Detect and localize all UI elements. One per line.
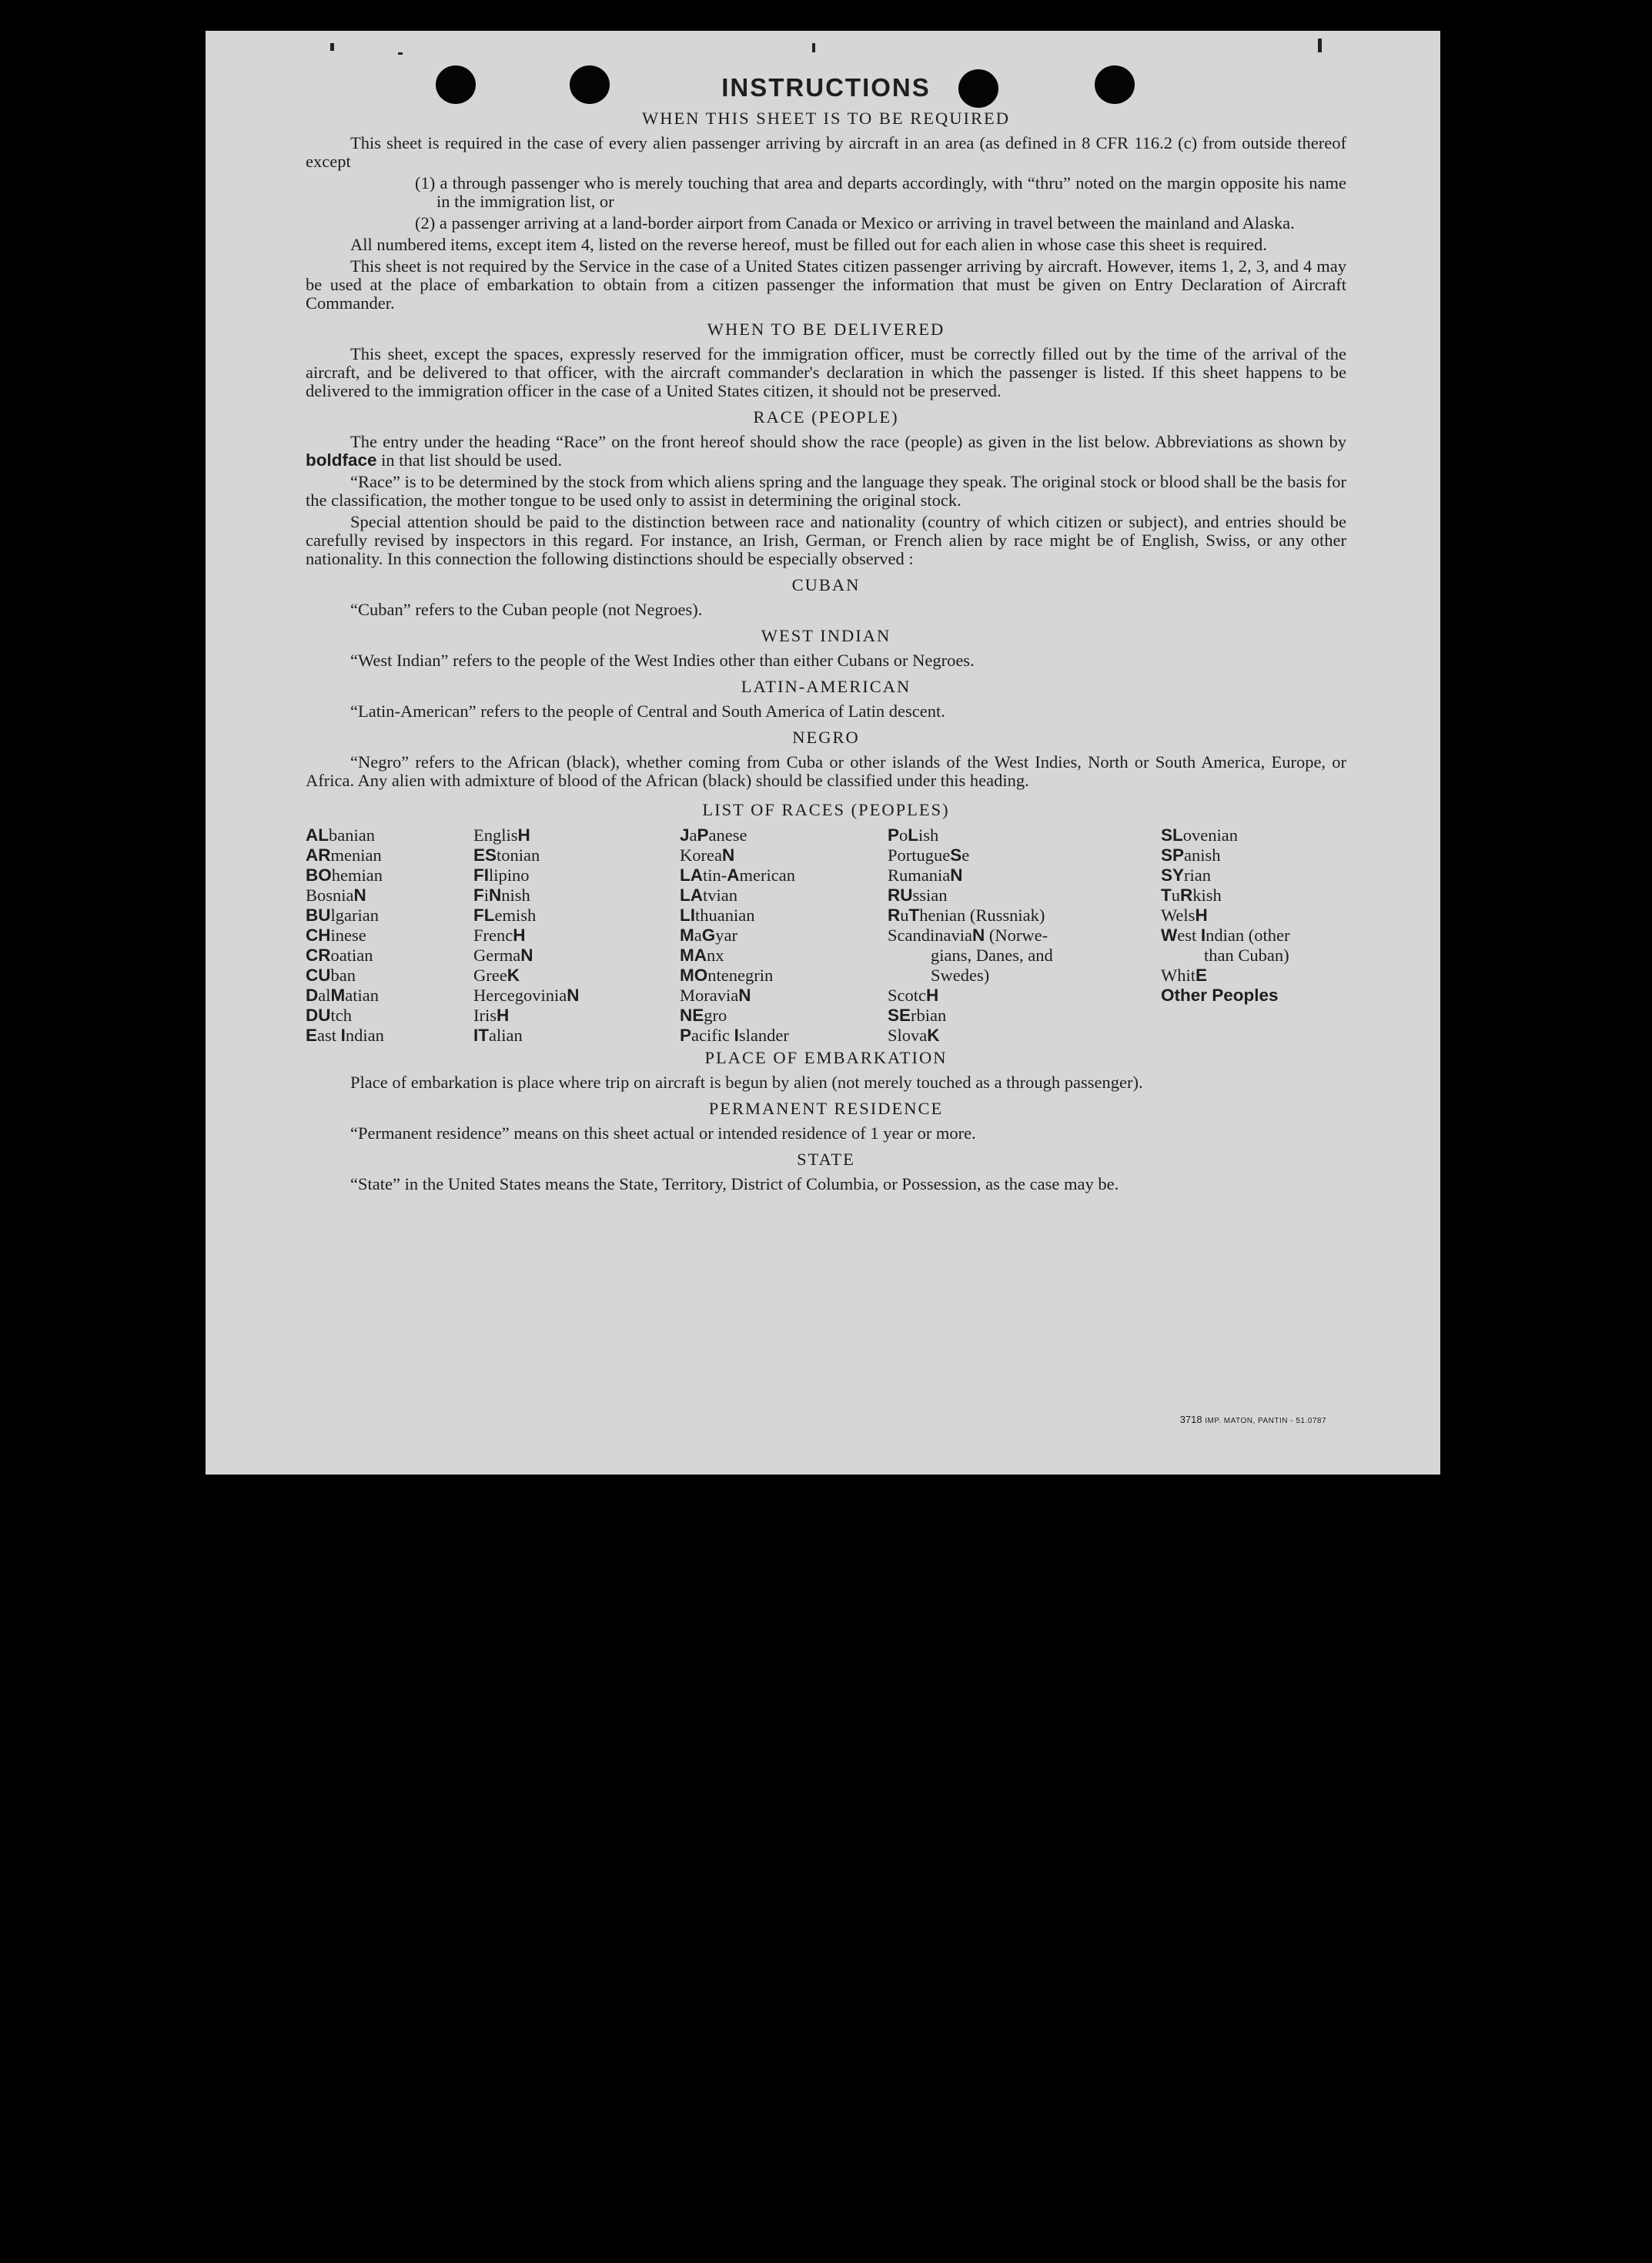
race-entry — [1161, 926, 1289, 946]
race-text: than Cuban) — [1204, 946, 1289, 965]
race-entry — [888, 986, 1053, 1006]
race-list — [306, 825, 1346, 1045]
section-heading: PLACE OF EMBARKATION — [704, 1048, 948, 1067]
race-abbrev: LI — [680, 906, 695, 925]
race-abbrev: I — [1200, 926, 1206, 945]
race-text: lipino — [489, 865, 530, 885]
paragraph — [306, 433, 1346, 470]
race-text: Rumania — [888, 865, 951, 885]
race-text: slander — [738, 1026, 789, 1045]
race-abbrev: H — [1195, 906, 1208, 925]
race-abbrev: LA — [680, 885, 703, 905]
section-heading: WHEN THIS SHEET IS TO BE REQUIRED — [641, 109, 1011, 128]
race-abbrev: N — [950, 865, 963, 885]
race-entry — [888, 885, 1053, 906]
race-entry — [680, 845, 795, 865]
race-text: Englis — [473, 825, 518, 845]
race-entry — [306, 926, 384, 946]
paragraph: “Race” is to be determined by the stock from which aliens spring and the language they speak. The original stock or blood shall be the basis for the classification, the mother tongue to be used only to assist in determining the original stock. — [306, 472, 1346, 510]
race-abbrev: M — [330, 986, 346, 1005]
race-abbrev: G — [701, 926, 716, 945]
race-column — [680, 825, 795, 1046]
section-heading: CUBAN — [791, 575, 861, 594]
race-abbrev: N — [353, 885, 366, 905]
race-text: ntenegrin — [707, 966, 774, 985]
section-heading: PERMANENT RESIDENCE — [708, 1099, 944, 1118]
form-code: 3718 — [1179, 1414, 1202, 1425]
race-abbrev: DU — [306, 1006, 331, 1025]
section-heading: LIST OF RACES (PEOPLES) — [702, 800, 950, 819]
race-abbrev: E — [1196, 966, 1208, 985]
race-abbrev: M — [680, 926, 694, 945]
race-abbrev: H — [926, 986, 939, 1005]
race-abbrev: W — [1161, 926, 1178, 945]
race-entry — [473, 885, 579, 906]
race-text: Scandinavia — [888, 926, 972, 945]
race-abbrev: R — [1180, 885, 1193, 905]
race-text: acific — [691, 1026, 734, 1045]
section-heading: WHEN TO BE DELIVERED — [707, 320, 945, 339]
race-entry — [680, 1006, 795, 1026]
race-entry — [473, 1006, 579, 1026]
race-entry — [1161, 966, 1289, 986]
race-entry — [888, 865, 1053, 885]
race-text: henian (Russniak) — [919, 906, 1045, 925]
race-entry — [1161, 845, 1289, 865]
race-entry — [1161, 946, 1289, 966]
race-entry — [680, 906, 795, 926]
race-column — [306, 825, 384, 1046]
race-text: ndian (other — [1206, 926, 1290, 945]
race-abbrev: J — [680, 825, 690, 845]
paragraph: “Latin-American” refers to the people of Central and South America of Latin descent. — [350, 701, 945, 721]
race-text: nish — [501, 885, 530, 905]
race-entry — [473, 986, 579, 1006]
paragraph: All numbered items, except item 4, listed on the reverse hereof, must be filled out for each alien in whose case this sheet is required. — [350, 235, 1267, 254]
race-entry — [473, 926, 579, 946]
paragraph: “Negro” refers to the African (black), whether coming from Cuba or other islands of the West Indies, North or South America, Europe, or Africa. Any alien with admixture of blood of the African (black) should be classified under this heading. — [306, 752, 1346, 790]
paragraph: Place of embarkation is place where trip on aircraft is begun by alien (not merely touched as a through passenger). — [350, 1073, 1143, 1092]
race-entry — [888, 845, 1053, 865]
race-text: Bosnia — [306, 885, 354, 905]
race-entry — [680, 946, 795, 966]
race-abbrev: L — [908, 825, 919, 845]
race-abbrev: FI — [473, 865, 489, 885]
race-abbrev: LA — [680, 865, 703, 885]
race-abbrev: T — [1161, 885, 1172, 905]
section-heading: LATIN-AMERICAN — [741, 677, 911, 696]
race-abbrev: IT — [473, 1026, 489, 1045]
race-abbrev: N — [520, 946, 533, 965]
race-text: thuanian — [695, 906, 755, 925]
race-text: Hercegovinia — [473, 986, 567, 1005]
text-run: The entry under the heading “Race” on the front hereof should show the race (people) as given in the list below. Abbreviations as shown by — [350, 432, 1346, 451]
race-abbrev: FL — [473, 906, 495, 925]
race-text: ovenian — [1182, 825, 1238, 845]
race-entry — [680, 865, 795, 885]
race-entry — [1161, 906, 1289, 926]
race-entry — [473, 906, 579, 926]
race-abbrev: E — [306, 1026, 318, 1045]
race-abbrev: H — [497, 1006, 510, 1025]
race-text: Scotc — [888, 986, 926, 1005]
race-text: tch — [330, 1006, 352, 1025]
race-entry — [888, 1026, 1053, 1046]
race-abbrev: Other Peoples — [1161, 986, 1279, 1005]
race-text: Korea — [680, 845, 722, 865]
race-entry — [306, 906, 384, 926]
race-text: merican — [739, 865, 795, 885]
paragraph: “Cuban” refers to the Cuban people (not Negroes). — [350, 600, 703, 619]
race-entry — [680, 1026, 795, 1046]
race-abbrev: T — [908, 906, 920, 925]
race-text: Gree — [473, 966, 507, 985]
race-abbrev: I — [734, 1026, 739, 1045]
race-abbrev: SE — [888, 1006, 911, 1025]
race-abbrev: ES — [473, 845, 497, 865]
race-abbrev: N — [721, 845, 735, 865]
race-text: Whit — [1161, 966, 1196, 985]
race-entry — [473, 946, 579, 966]
race-text: e — [961, 845, 970, 865]
instruction-sheet — [206, 31, 1440, 1475]
race-abbrev: AL — [306, 825, 329, 845]
race-abbrev: I — [340, 1026, 346, 1045]
speck — [812, 43, 815, 52]
race-text: rbian — [911, 1006, 947, 1025]
boldface-word: boldface — [306, 450, 377, 470]
document-body — [306, 74, 1346, 1197]
race-entry — [306, 825, 384, 845]
race-abbrev: N — [971, 926, 985, 945]
race-text: Slova — [888, 1026, 928, 1045]
race-abbrev: CH — [306, 926, 331, 945]
race-entry — [888, 906, 1053, 926]
race-abbrev: N — [567, 986, 580, 1005]
race-abbrev: F — [473, 885, 484, 905]
race-abbrev: R — [888, 906, 901, 925]
race-column — [1161, 825, 1289, 1006]
race-abbrev: H — [517, 825, 530, 845]
race-text: est — [1177, 926, 1201, 945]
race-text: nx — [707, 946, 724, 965]
race-entry — [1161, 825, 1289, 845]
race-text: menian — [330, 845, 382, 865]
race-text: (Norwe- — [985, 926, 1048, 945]
race-column — [473, 825, 579, 1046]
race-entry — [306, 966, 384, 986]
race-text: u — [1171, 885, 1180, 905]
race-abbrev: MA — [680, 946, 707, 965]
paragraph: This sheet is required in the case of every alien passenger arriving by aircraft in an area (as defined in 8 CFR 116.2 (c) from outside thereof except — [306, 133, 1346, 171]
race-text: a — [694, 926, 702, 945]
paragraph: “State” in the United States means the State, Territory, District of Columbia, or Possession, as the case may be. — [350, 1174, 1119, 1193]
race-abbrev: K — [927, 1026, 940, 1045]
race-text: tvian — [703, 885, 737, 905]
race-abbrev: MO — [680, 966, 708, 985]
paragraph: This sheet, except the spaces, expressly reserved for the immigration officer, must be correctly filled out by the time of the arrival of the aircraft, and be delivered to that officer, with the aircraft commander's declaration in which the passenger is listed. If this sheet happens to be delivered to the immigration officer in the case of a United States citizen, it should not be preserved. — [306, 344, 1346, 400]
race-text: atian — [345, 986, 379, 1005]
race-abbrev: SP — [1161, 845, 1185, 865]
race-abbrev: H — [513, 926, 526, 945]
speck — [1318, 38, 1322, 52]
race-text: anese — [708, 825, 747, 845]
section-heading: RACE (PEOPLE) — [753, 407, 899, 427]
race-text: tin- — [703, 865, 727, 885]
race-text: Frenc — [473, 926, 513, 945]
race-abbrev: BO — [306, 865, 332, 885]
race-text: i — [483, 885, 490, 905]
race-text: tonian — [497, 845, 540, 865]
list-item: (1) a through passenger who is merely touching that area and departs accordingly, with “thru” noted on the margin opposite his name in the immigration list, or — [415, 173, 1346, 211]
race-text: rian — [1184, 865, 1211, 885]
list-item: (2) a passenger arriving at a land-border airport from Canada or Mexico or arriving in travel between the mainland and Alaska. — [415, 213, 1295, 233]
race-entry — [473, 966, 579, 986]
race-text: al — [318, 986, 331, 1005]
race-entry — [473, 845, 579, 865]
race-text: ast — [317, 1026, 341, 1045]
race-entry — [473, 865, 579, 885]
race-text: Germa — [473, 946, 521, 965]
race-text: lgarian — [330, 906, 379, 925]
race-entry — [306, 845, 384, 865]
speck — [398, 52, 403, 55]
race-entry — [1161, 885, 1289, 906]
race-text: ish — [918, 825, 939, 845]
section-heading: STATE — [797, 1150, 855, 1169]
speck — [330, 43, 334, 51]
race-abbrev: D — [306, 986, 319, 1005]
form-number — [1180, 1414, 1326, 1425]
race-abbrev: N — [489, 885, 502, 905]
race-text: Iris — [473, 1006, 497, 1025]
race-abbrev: P — [697, 825, 709, 845]
race-entry — [888, 825, 1053, 845]
race-text: kish — [1192, 885, 1222, 905]
race-entry — [1161, 986, 1289, 1006]
race-entry — [306, 865, 384, 885]
race-text: Moravia — [680, 986, 739, 1005]
section-heading: WEST INDIAN — [761, 626, 891, 645]
race-text: Swedes) — [931, 966, 990, 985]
race-entry — [680, 825, 795, 845]
race-abbrev: N — [738, 986, 751, 1005]
race-text: anish — [1184, 845, 1221, 865]
race-abbrev: S — [950, 845, 962, 865]
race-text: hemian — [331, 865, 383, 885]
race-text: inese — [330, 926, 366, 945]
race-abbrev: BU — [306, 906, 331, 925]
race-text: ban — [330, 966, 356, 985]
race-abbrev: RU — [888, 885, 913, 905]
race-entry — [473, 1026, 579, 1046]
race-entry — [306, 946, 384, 966]
race-abbrev: NE — [680, 1006, 704, 1025]
race-text: Wels — [1161, 906, 1196, 925]
race-entry — [680, 966, 795, 986]
race-abbrev: P — [888, 825, 900, 845]
race-entry — [306, 885, 384, 906]
race-entry — [680, 986, 795, 1006]
race-text: u — [900, 906, 909, 925]
race-column — [888, 825, 1053, 1046]
race-entry — [306, 1026, 384, 1046]
race-text: ssian — [912, 885, 948, 905]
race-entry — [888, 946, 1053, 966]
race-entry — [680, 926, 795, 946]
page-title: INSTRUCTIONS — [721, 73, 931, 102]
race-entry — [306, 986, 384, 1006]
race-text: o — [899, 825, 908, 845]
race-entry — [888, 926, 1053, 946]
race-text: yar — [715, 926, 737, 945]
race-text: banian — [329, 825, 375, 845]
race-abbrev: CR — [306, 946, 331, 965]
race-entry — [473, 825, 579, 845]
race-abbrev: CU — [306, 966, 331, 985]
paragraph: Special attention should be paid to the distinction between race and nationality (country of which citizen or subject), and entries should be carefully revised by inspectors in this regard. For instance, an Irish, German, or French alien by race might be of English, Swiss, or any other nationality. In this connection the following distinctions should be especially observed : — [306, 512, 1346, 568]
paragraph: “Permanent residence” means on this sheet actual or intended residence of 1 year or more. — [350, 1123, 976, 1143]
race-abbrev: A — [727, 865, 740, 885]
race-text: Portugue — [888, 845, 951, 865]
race-text: a — [689, 825, 697, 845]
race-abbrev: AR — [306, 845, 331, 865]
race-entry — [306, 1006, 384, 1026]
race-text: ndian — [345, 1026, 384, 1045]
race-entry — [888, 966, 1053, 986]
race-text: gians, Danes, and — [931, 946, 1053, 965]
race-text: oatian — [330, 946, 373, 965]
race-abbrev: SL — [1161, 825, 1183, 845]
section-heading: NEGRO — [792, 728, 860, 747]
printer-mark: IMP. MATON, PANTIN - 51.0787 — [1205, 1417, 1326, 1425]
paragraph: “West Indian” refers to the people of the West Indies other than either Cubans or Negroes. — [350, 651, 975, 670]
race-entry — [1161, 865, 1289, 885]
race-abbrev: P — [680, 1026, 692, 1045]
race-text: gro — [704, 1006, 727, 1025]
race-abbrev: SY — [1161, 865, 1185, 885]
race-entry — [680, 885, 795, 906]
text-run: in that list should be used. — [381, 450, 563, 470]
race-entry — [888, 1006, 1053, 1026]
paragraph: This sheet is not required by the Service in the case of a United States citizen passenger arriving by aircraft. However, items 1, 2, 3, and 4 may be used at the place of embarkation to obtain from a citizen passenger the information that must be given on Entry Declaration of Aircraft Commander. — [306, 256, 1346, 313]
race-abbrev: K — [507, 966, 520, 985]
race-text: emish — [494, 906, 537, 925]
race-text: alian — [489, 1026, 523, 1045]
